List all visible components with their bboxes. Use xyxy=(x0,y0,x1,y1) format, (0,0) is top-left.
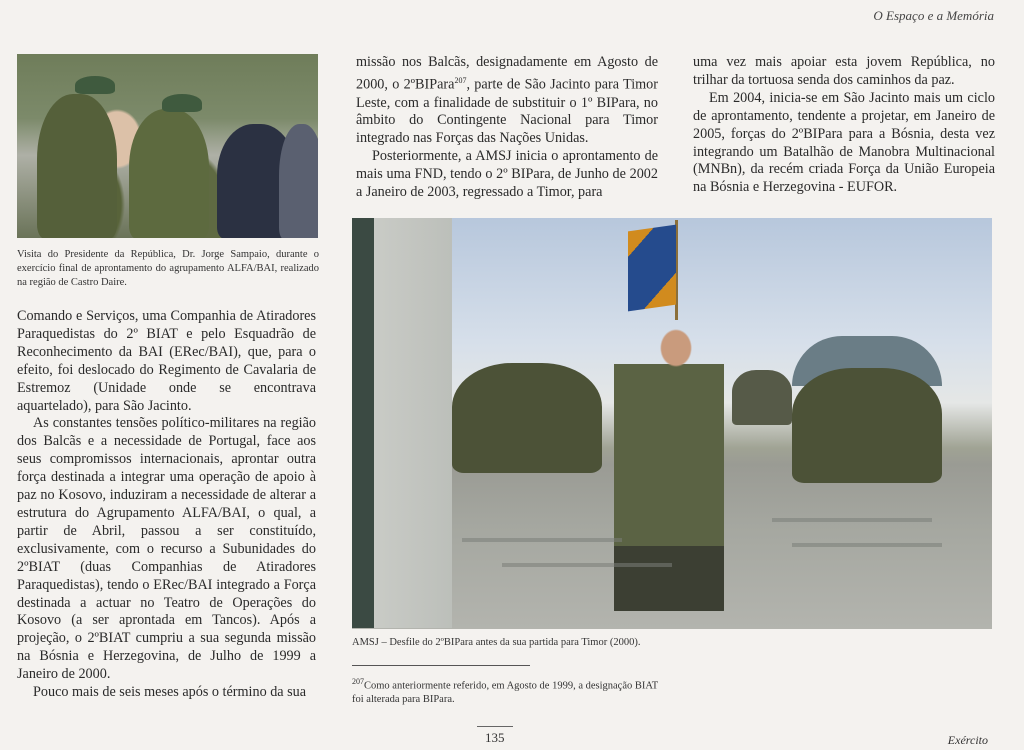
footnote-ref: 207 xyxy=(454,75,467,85)
shadow xyxy=(462,538,622,542)
shadow xyxy=(502,563,672,567)
paragraph: Posteriormente, a AMSJ inicia o aprontamento de mais uma FND, tendo o 2º BIPara, de Junho de 2002 a Janeiro de 2003, regressado a Timor, para xyxy=(356,148,658,201)
paragraph xyxy=(356,54,658,148)
paragraph: Pouco mais de seis meses após o término da sua xyxy=(33,684,307,701)
building xyxy=(352,218,452,628)
soldier-figure xyxy=(37,94,117,238)
paragraph: As constantes tensões político-militares na região dos Balcãs e a necessidade de Portugal, face aos seus compromissos internacionais, aprontar outra força destinada a integrar uma operação de apoio à paz no Kosovo, induziram a necessidade de alterar a estrutura do Agrupamento ALFA/BAI, o qual, a partir de Abril, passou a ser constituído, exclusivamente, com o recurso a Subunidades do 2ºBIAT (duas Companhias de Atiradores Paraquedistas), tendo o ERec/BAI integrado a Força destinada a actuar no Teatro de Operações do Kosovo (a ser aprontada em Tancos). Após a projeção, o 2ºBIAT cumpriu a sua segunda missão na Bósnia e Herzegovina, de Julho de 1999 a Janeiro de 2000. xyxy=(17,415,316,683)
page-number-rule xyxy=(477,726,513,727)
paragraph: Comando e Serviços, uma Companhia de Atiradores Paraquedistas do 2º BIAT e pelo Esquadrão de Reconhecimento da BAI (ERec/BAI), que, para o efeito, foi deslocado do Regimento de Cavalaria de Estremoz (Unidade onde se encontrava aquartelado), para São Jacinto. xyxy=(17,308,316,414)
page-number xyxy=(485,730,505,746)
photo-presidential-visit xyxy=(17,54,318,238)
paragraph-text: , parte de São Jacinto para Timor Leste, com a finalidade de substituir o 1º BIPara, no âmbito do Contingente Nacional para Timor integrado nas Forças das Nações Unidas. xyxy=(356,76,658,147)
paragraph: uma vez mais apoiar esta jovem República, no trilhar da tortuosa senda dos caminhos da paz. xyxy=(693,54,995,88)
paragraph-text: missão nos Balcãs, designadamente em Agosto de 2000, o 2ºBIPara xyxy=(356,54,658,93)
troop-column-left xyxy=(452,363,602,473)
text-column-3 xyxy=(693,54,995,197)
photo-parade xyxy=(352,218,992,629)
section-label: Exército xyxy=(947,733,988,747)
troop-column-right xyxy=(792,368,942,483)
flag-icon xyxy=(628,225,676,312)
footnote xyxy=(352,675,662,706)
footnote-rule xyxy=(352,665,530,666)
shadow xyxy=(772,518,932,522)
footnote-number: 207 xyxy=(352,677,364,686)
paragraph: Em 2004, inicia-se em São Jacinto mais um ciclo de aprontamento, tendente a projetar, em Janeiro de 2005, forças do 2ºBIPara para a Bósnia, desta vez integrando um Batalhão de Manobra Multinacional (MNBn), da recém criada Força da União Europeia na Bósnia e Herzegovina - EUFOR. xyxy=(693,89,995,196)
person-figure xyxy=(279,124,318,238)
photo-caption: AMSJ – Desfile do 2ºBIPara antes da sua partida para Timor (2000). xyxy=(352,637,641,648)
soldier-figure xyxy=(75,76,115,94)
page-number-text: 135 xyxy=(485,730,505,745)
troop-column-far-right xyxy=(732,370,792,425)
footnote-text: Como anteriormente referido, em Agosto de 1999, a designação BIAT foi alterada para BIPara. xyxy=(352,680,659,705)
shadow xyxy=(792,543,942,547)
soldier-figure xyxy=(129,109,209,238)
text-column-1 xyxy=(17,308,316,702)
running-title: O Espaço e a Memória xyxy=(873,8,994,23)
photo-caption: Visita do Presidente da República, Dr. Jorge Sampaio, durante o exercício final de aprontamento do agrupamento ALFA/BAI, realizado na região de Castro Daire. xyxy=(17,249,319,288)
lead-soldier xyxy=(614,326,724,616)
soldier-figure xyxy=(162,94,202,112)
text-column-2 xyxy=(356,54,658,202)
